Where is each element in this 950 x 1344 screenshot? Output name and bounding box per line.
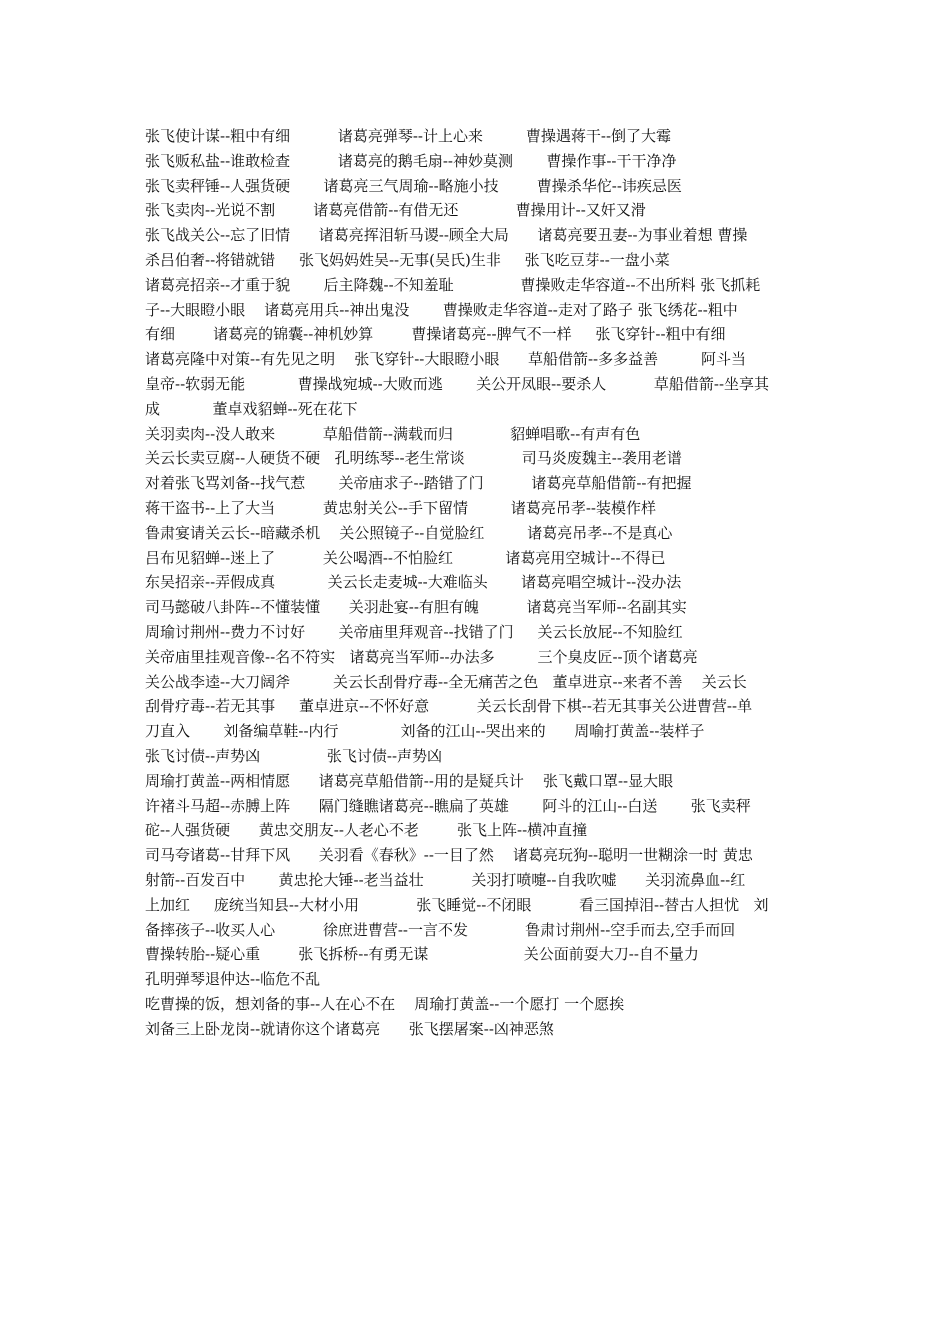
text-line: 刮骨疗毒--若无其事 董卓进京--不怀好意 关云长刮骨下棋--若无其事关公进曹营--单 xyxy=(145,697,753,716)
text-line: 张飞使计谋--粗中有细 诸葛亮弹琴--计上心来 曹操遇蒋干--倒了大霉 xyxy=(145,127,672,145)
text-line: 张飞讨债--声势凶 张飞讨债--声势凶 xyxy=(145,746,443,765)
text-line: 皇帝--软弱无能 曹操战宛城--大败而逃 关公开凤眼--要杀人 草船借箭--坐享其 xyxy=(145,374,770,393)
text-line: 曹操转胎--疑心重 张飞拆桥--有勇无谋 关公面前耍大刀--自不量力 xyxy=(145,945,699,964)
text-line: 成 董卓戏貂蝉--死在花下 xyxy=(145,399,358,418)
text-line: 刀直入 刘备编草鞋--内行 刘备的江山--哭出来的 周喻打黄盖--装样子 xyxy=(145,722,705,741)
text-line: 备摔孩子--收买人心 徐庶进曹营--一言不发 鲁肃讨荆州--空手而去,空手而回 xyxy=(145,920,736,939)
text-line: 吕布见貂蝉--迷上了 关公喝酒--不怕脸红 诸葛亮用空城计--不得已 xyxy=(145,548,666,567)
text-line: 对着张飞骂刘备--找气惹 关帝庙求子--踏错了门 诸葛亮草船借箭--有把握 xyxy=(145,474,692,493)
text-line: 鲁肃宴请关云长--暗藏杀机 关公照镜子--自觉脸红 诸葛亮吊孝--不是真心 xyxy=(145,523,673,542)
text-line: 射箭--百发百中 黄忠抡大锤--老当益壮 关羽打喷嚏--自我吹嘘 关羽流鼻血--红 xyxy=(145,870,746,889)
text-line: 有细 诸葛亮的锦囊--神机妙算 曹操诸葛亮--脾气不一样 张飞穿针--粗中有细 xyxy=(145,325,726,344)
text-line: 子--大眼瞪小眼 诸葛亮用兵--神出鬼没 曹操败走华容道--走对了路子 张飞绣花--粗中 xyxy=(145,300,738,319)
text-line: 诸葛亮隆中对策--有先见之明 张飞穿针--大眼瞪小眼 草船借箭--多多益善 阿斗当 xyxy=(145,350,747,369)
text-line: 刘备三上卧龙岗--就请你这个诸葛亮 张飞摆屠案--凶神恶煞 xyxy=(145,1019,554,1038)
text-line: 上加红 庞统当知县--大材小用 张飞睡觉--不闭眼 看三国掉泪--替古人担忧 刘 xyxy=(145,895,769,914)
text-line: 司马夸诸葛--甘拜下风 关羽看《春秋》--一目了然 诸葛亮玩狗--聪明一世糊涂一时 黄忠 xyxy=(145,846,753,865)
text-line: 张飞卖秤锤--人强货硬 诸葛亮三气周瑜--略施小技 曹操杀华佗--讳疾忌医 xyxy=(145,176,682,195)
text-line: 杀吕伯奢--将错就错 张飞妈妈姓吴--无事(吴氏)生非 张飞吃豆芽--一盘小菜 xyxy=(145,250,670,269)
text-line: 张飞卖肉--光说不割 诸葛亮借箭--有借无还 曹操用计--又奸又滑 xyxy=(145,201,646,220)
text-line: 张飞战关公--忘了旧情 诸葛亮挥泪斩马谡--顾全大局 诸葛亮要丑妻--为事业着想 曹操 xyxy=(145,226,748,245)
text-line: 司马懿破八卦阵--不懂装懂 关羽赴宴--有胆有魄 诸葛亮当军师--名副其实 xyxy=(145,598,687,617)
xiehouyu-text-body xyxy=(145,124,810,1041)
text-line: 诸葛亮招亲--才重于貌 后主降魏--不知羞耻 曹操败走华容道--不出所料 张飞抓耗 xyxy=(145,275,761,294)
text-line: 蒋干盗书--上了大当 黄忠射关公--手下留情 诸葛亮吊孝--装模作样 xyxy=(145,498,657,517)
text-line: 周瑜讨荆州--费力不讨好 关帝庙里拜观音--找错了门 关云长放屁--不知脸红 xyxy=(145,622,683,641)
text-line: 孔明弹琴退仲达--临危不乱 xyxy=(145,970,321,989)
text-line: 东吴招亲--弄假成真 关云长走麦城--大难临头 诸葛亮唱空城计--没办法 xyxy=(145,573,682,592)
text-line: 吃曹操的饭，想刘备的事--人在心不在 周瑜打黄盖--一个愿打 一个愿挨 xyxy=(145,994,625,1013)
text-line: 关羽卖肉--没人敢来 草船借箭--满载而归 貂蝉唱歌--有声有色 xyxy=(145,424,641,443)
text-line: 关公战李逵--大刀阔斧 关云长刮骨疗毒--全无痛苦之色 董卓进京--来者不善 关云长 xyxy=(145,672,747,691)
text-line: 关云长卖豆腐--人硬货不硬 孔明练琴--老生常谈 司马炎废魏主--袭用老谱 xyxy=(145,449,682,468)
text-line: 周瑜打黄盖--两相情愿 诸葛亮草船借箭--用的是疑兵计 张飞戴口罩--显大眼 xyxy=(145,771,674,790)
text-line: 张飞贩私盐--谁敢检查 诸葛亮的鹅毛扇--神妙莫测 曹操作事--干干净净 xyxy=(145,151,677,170)
text-line: 许褚斗马超--赤膊上阵 隔门缝瞧诸葛亮--瞧扁了英雄 阿斗的江山--白送 张飞卖秤 xyxy=(145,796,751,815)
text-line: 砣--人强货硬 黄忠交朋友--人老心不老 张飞上阵--横冲直撞 xyxy=(145,821,588,840)
text-line: 关帝庙里挂观音像--名不符实 诸葛亮当军师--办法多 三个臭皮匠--顶个诸葛亮 xyxy=(145,647,698,666)
